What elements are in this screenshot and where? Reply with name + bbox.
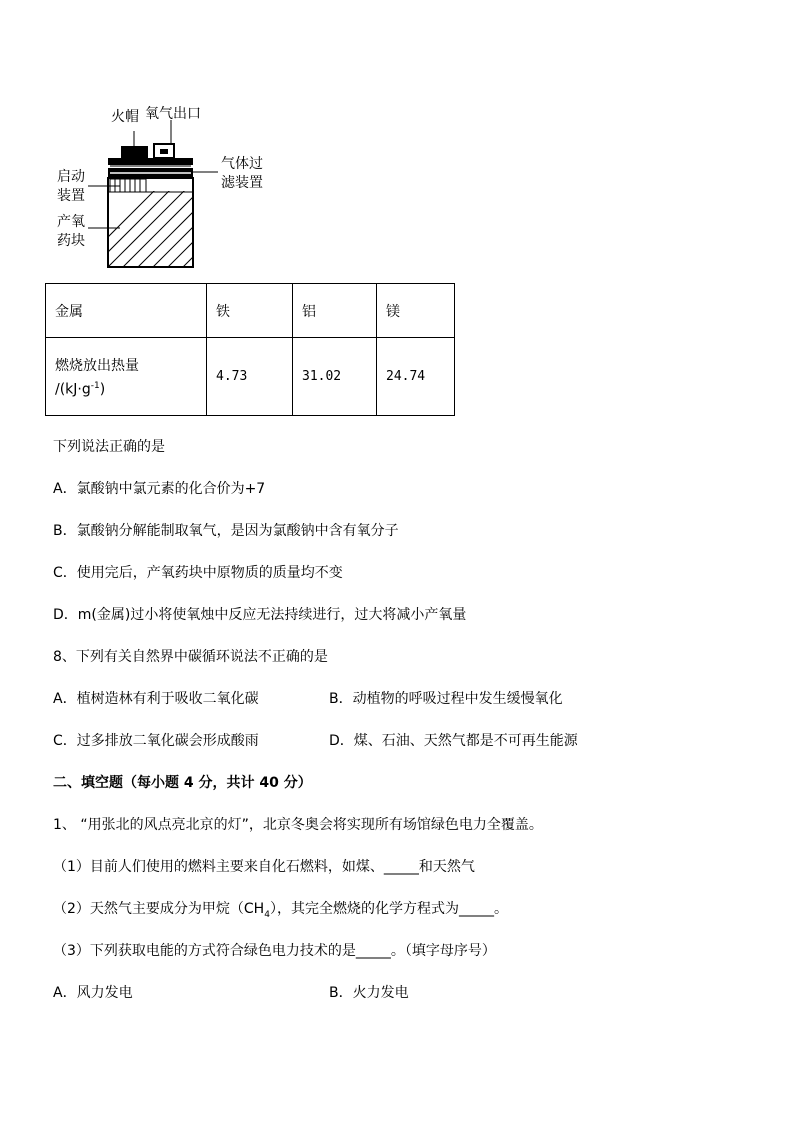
section2-q1-option-a: A．风力发电 [53, 985, 133, 1001]
row-label-line2: $/(kJ\cdot g^{-1})$ [55, 381, 106, 398]
value-cell-aluminum: 31.02 [293, 338, 377, 416]
label-cap: 火帽 [111, 109, 139, 125]
section2-q1-part1: （1）目前人们使用的燃料主要来自化石燃料，如煤、_____和天然气 [53, 859, 475, 875]
oxygen-candle-figure [50, 100, 280, 275]
q8-option-a: A．植树造林有利于吸收二氧化碳 [53, 691, 259, 707]
section2-q1-stem: 1、 “用张北的风点亮北京的灯”，北京冬奥会将实现所有场馆绿色电力全覆盖。 [53, 817, 543, 833]
q7-option-a: A．氯酸钠中氯元素的化合价为+7 [53, 481, 266, 497]
q7-stem: 下列说法正确的是 [53, 439, 165, 455]
header-cell-metal: 金属 [46, 284, 207, 338]
header-cell-magnesium: 镁 [377, 284, 455, 338]
row-label-heat [46, 338, 207, 416]
cap-shape [121, 146, 148, 158]
q7-option-b: B．氯酸钠分解能制取氧气，是因为氯酸钠中含有氧分子 [53, 523, 399, 539]
section2-q1-option-b: B．火力发电 [329, 985, 409, 1001]
label-oxygen-outlet: 氧气出口 [145, 106, 201, 122]
q8-option-d: D．煤、石油、天然气都是不可再生能源 [329, 733, 578, 749]
section2-q1-part2: （2）天然气主要成分为甲烷$(CH_4)$，其完全燃烧的化学方程式为_____。 [53, 901, 508, 920]
label-filter-line1: 气体过 [221, 156, 263, 172]
row-label-line1: 燃烧放出热量 [55, 358, 139, 375]
q7-option-c: C．使用完后，产氧药块中原物质的质量均不变 [53, 565, 343, 581]
label-filter-line2: 滤装置 [221, 175, 263, 191]
q8-option-b: B．动植物的呼吸过程中发生缓慢氧化 [329, 691, 563, 707]
value-cell-magnesium: 24.74 [377, 338, 455, 416]
top-plate [108, 158, 193, 165]
label-start-line1: 启动 [57, 169, 85, 185]
q7-option-d: D．m(金属)过小将使氧烛中反应无法持续进行，过大将减小产氧量 [53, 607, 467, 623]
q8-stem: 8、下列有关自然界中碳循环说法不正确的是 [53, 649, 328, 665]
section2-q1-part3: （3）下列获取电能的方式符合绿色电力技术的是_____。（填字母序号） [53, 943, 496, 959]
q8-option-c: C．过多排放二氧化碳会形成酸雨 [53, 733, 259, 749]
section2-heading: 二、填空题（每小题 4 分，共计 40 分） [53, 775, 312, 791]
header-cell-iron: 铁 [207, 284, 293, 338]
metal-heat-table [45, 283, 455, 416]
label-start-line2: 装置 [57, 188, 85, 204]
table-header-row [46, 284, 455, 338]
header-cell-aluminum: 铝 [293, 284, 377, 338]
label-block-line1: 产氧 [57, 214, 85, 230]
value-cell-iron: 4.73 [207, 338, 293, 416]
label-block-line2: 药块 [57, 233, 85, 249]
table-row-heat [46, 338, 455, 416]
